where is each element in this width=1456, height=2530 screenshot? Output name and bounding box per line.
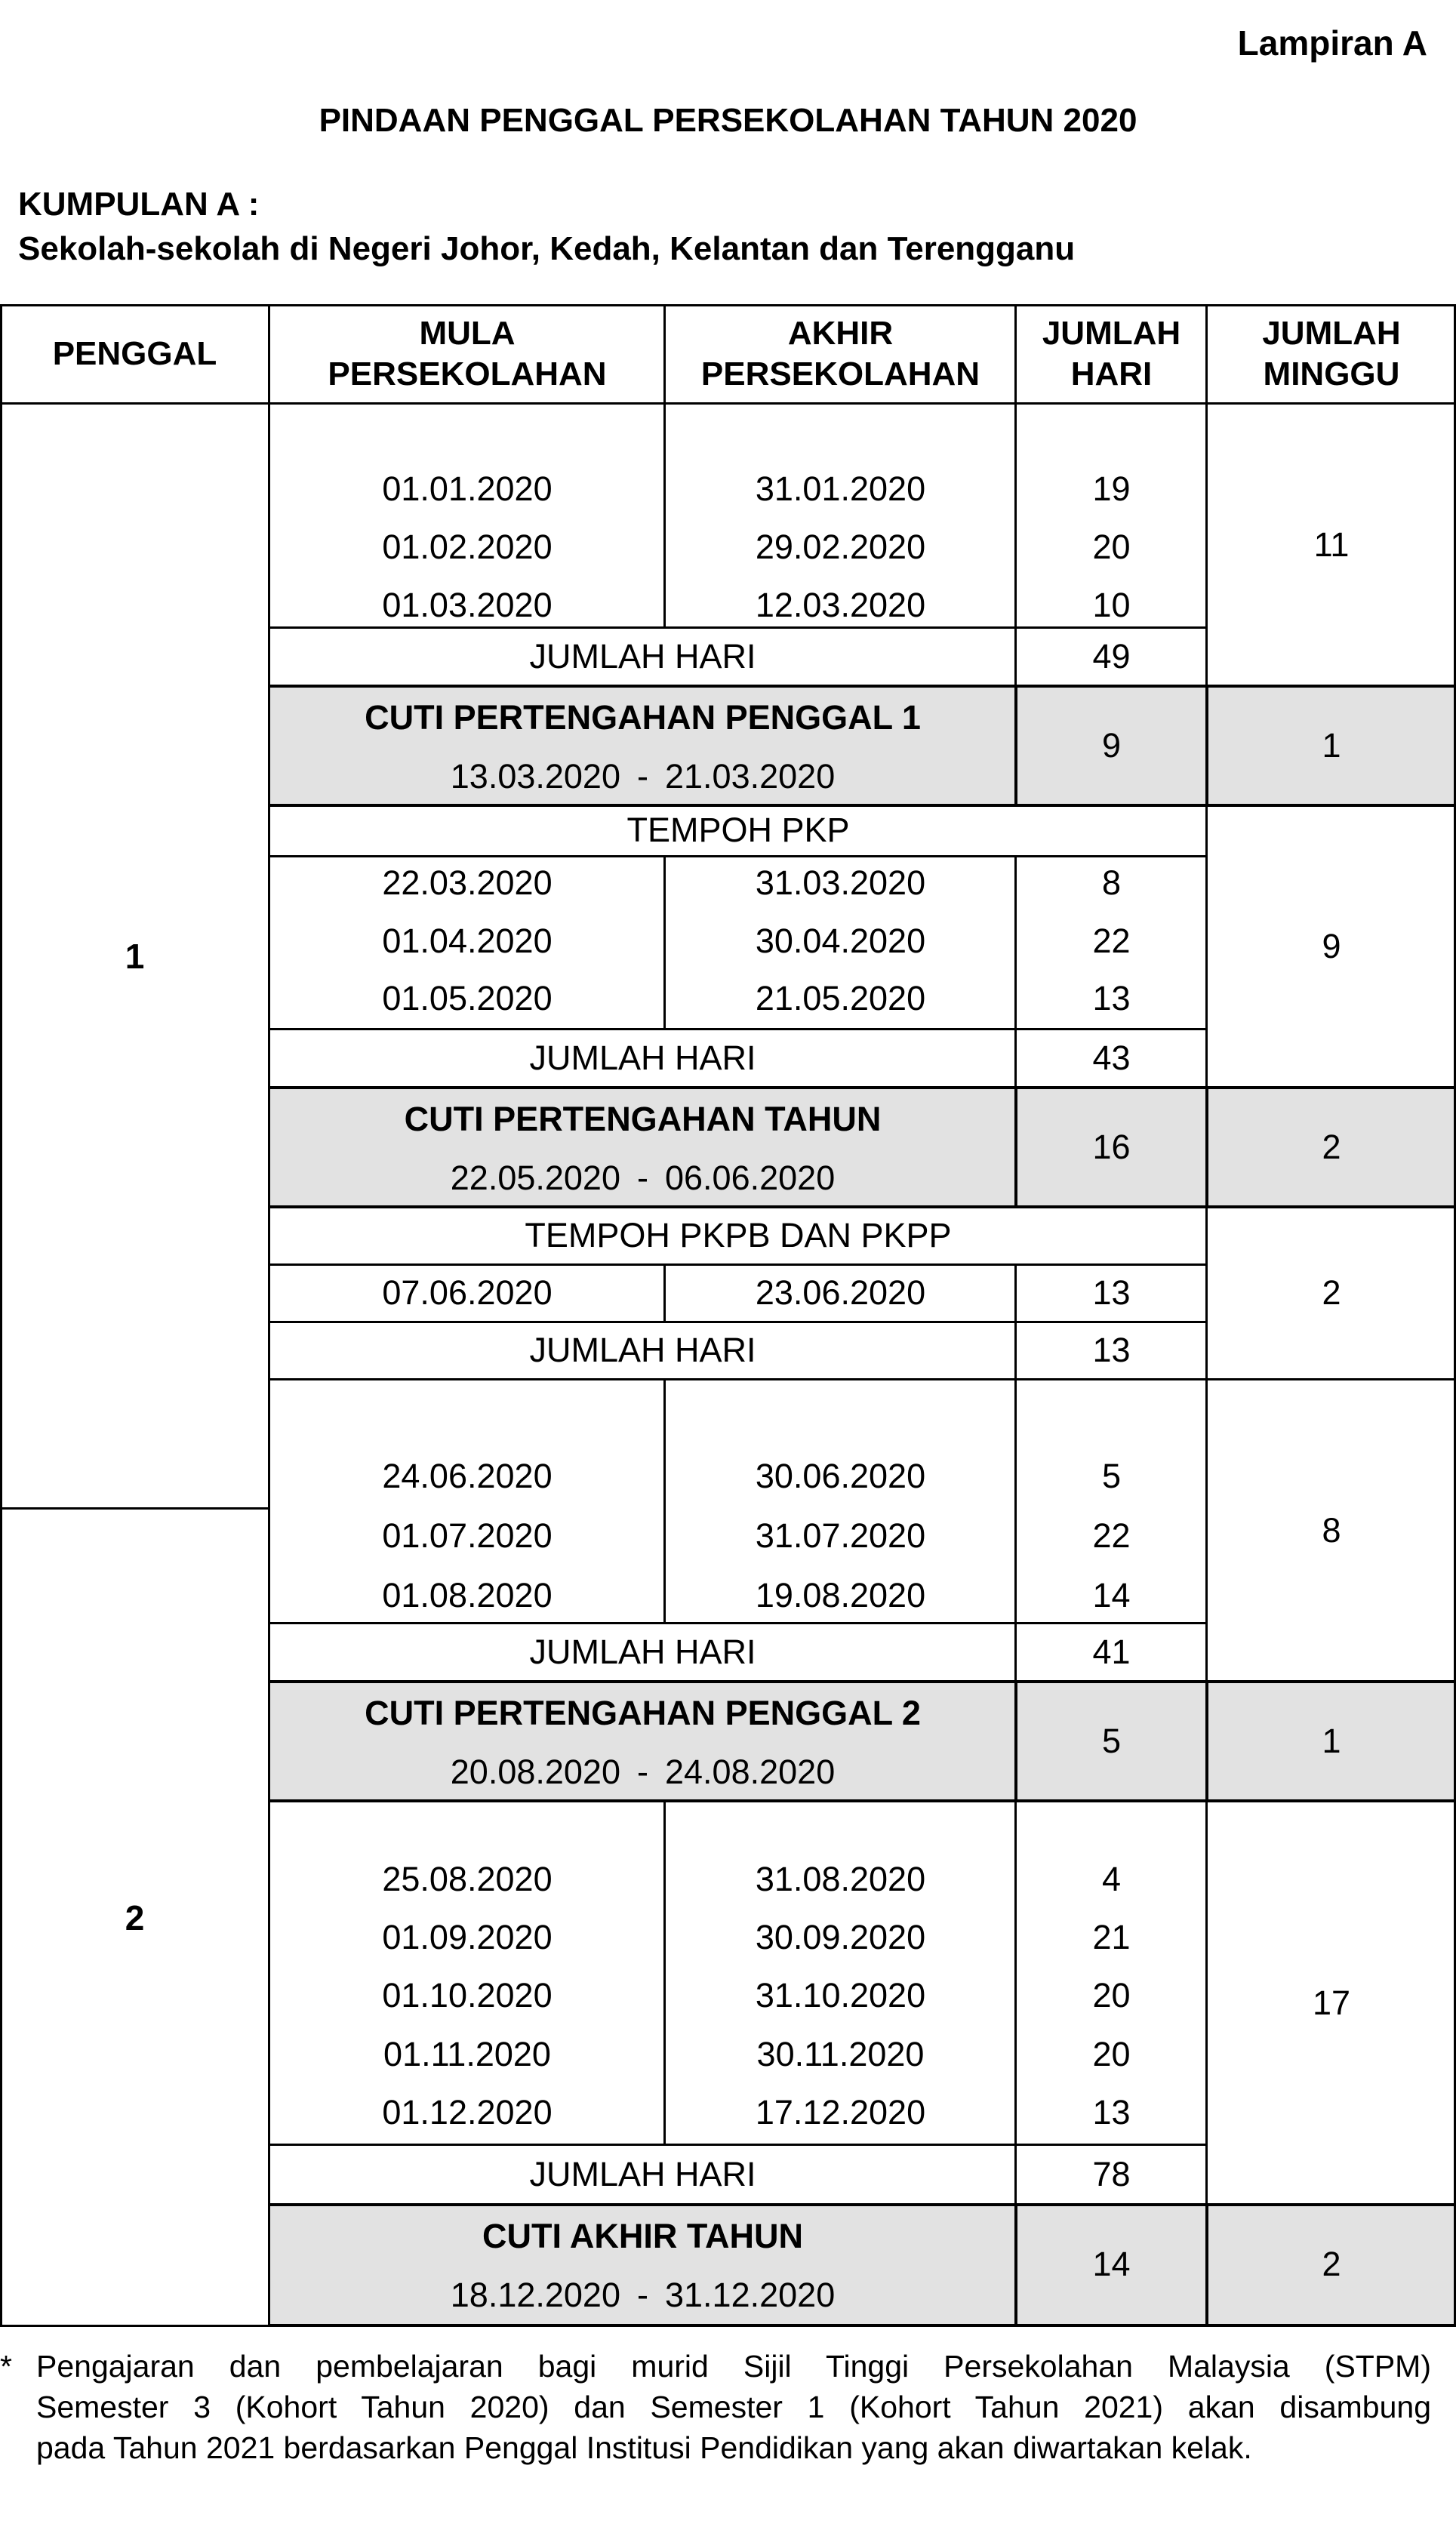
cuti-date-separator: -	[637, 1159, 648, 1197]
header-mula-line1: MULA	[419, 315, 516, 352]
cuti-border	[269, 1086, 1456, 1089]
row-akhir: 31.03.2020	[755, 863, 926, 902]
header-akhir-line1: AKHIR	[787, 315, 894, 352]
row-hari: 20	[1092, 1976, 1131, 2014]
jumlah-hari-value: 41	[1092, 1633, 1131, 1671]
jumlah-hari-value: 78	[1092, 2155, 1131, 2193]
row-divider	[269, 1263, 1207, 1266]
header-akhir-line2: PERSEKOLAHAN	[700, 355, 980, 392]
row-hari: 14	[1092, 1576, 1131, 1614]
row-mula: 25.08.2020	[382, 1860, 553, 1898]
header-minggu	[1207, 304, 1456, 404]
row-divider	[269, 1321, 1207, 1323]
column-divider	[663, 1263, 666, 1322]
row-divider	[269, 2144, 1207, 2146]
cuti-border	[1014, 1682, 1017, 1801]
row-hari: 13	[1092, 2093, 1131, 2131]
period-label: TEMPOH PKPB DAN PKPP	[525, 1216, 952, 1254]
row-akhir: 30.11.2020	[756, 2035, 925, 2073]
column-divider	[268, 304, 270, 2327]
row-akhir: 23.06.2020	[755, 1273, 926, 1312]
row-akhir: 31.10.2020	[755, 1976, 926, 2014]
row-mula: 07.06.2020	[382, 1273, 553, 1312]
footnote-line: pada Tahun 2021 berdasarkan Penggal Institusi Pendidikan yang akan diwartakan kelak.	[36, 2430, 1252, 2465]
cuti-minggu: 1	[1322, 726, 1341, 765]
table-border	[0, 304, 2, 2327]
row-mula: 01.10.2020	[382, 1976, 553, 2014]
row-mula: 01.09.2020	[382, 1918, 553, 1956]
row-akhir: 29.02.2020	[755, 528, 926, 566]
jumlah-hari-value: 43	[1092, 1039, 1131, 1077]
header-minggu-line1: JUMLAH	[1262, 315, 1401, 352]
cuti-title: CUTI PERTENGAHAN PENGGAL 1	[365, 698, 921, 737]
header-akhir	[665, 304, 1016, 404]
row-mula: 01.02.2020	[382, 528, 553, 566]
cuti-dates	[269, 1744, 1016, 1801]
cuti-dates	[269, 748, 1016, 805]
column-divider	[1205, 1379, 1208, 1682]
cuti-title: CUTI PERTENGAHAN PENGGAL 2	[365, 1694, 921, 1732]
row-mula: 22.03.2020	[382, 863, 553, 902]
column-divider	[1205, 805, 1208, 1088]
footnote-line: Pengajaran dan pembelajaran bagi murid Sijil Tinggi Persekolahan Malaysia (STPM)	[36, 2349, 1431, 2384]
column-divider	[1205, 404, 1208, 686]
row-divider	[269, 626, 1207, 629]
row-akhir: 31.01.2020	[755, 469, 926, 508]
header-mula	[269, 304, 665, 404]
jumlah-hari-value: 49	[1092, 637, 1131, 676]
cuti-hari: 5	[1101, 1722, 1122, 1760]
column-divider	[1014, 304, 1017, 404]
row-akhir: 31.07.2020	[755, 1516, 926, 1555]
row-akhir: 31.08.2020	[755, 1860, 926, 1898]
row-akhir: 19.08.2020	[755, 1576, 926, 1614]
cuti-dates	[269, 2267, 1016, 2324]
cuti-border	[1205, 2205, 1208, 2325]
column-divider	[663, 404, 666, 627]
cuti-date-separator: -	[637, 757, 648, 796]
cuti-date-separator: -	[637, 1753, 648, 1791]
row-hari: 22	[1092, 922, 1131, 960]
cuti-hari: 16	[1092, 1128, 1131, 1166]
row-hari: 21	[1092, 1918, 1131, 1956]
jumlah-minggu-value: 9	[1322, 927, 1341, 965]
column-divider	[1205, 304, 1208, 404]
lampiran-label: Lampiran A	[1237, 23, 1427, 63]
row-hari: 5	[1101, 1457, 1122, 1495]
row-mula: 01.01.2020	[382, 469, 553, 508]
row-mula: 01.05.2020	[382, 979, 553, 1017]
header-minggu-line2: MINGGU	[1263, 355, 1400, 392]
footnote-line: Semester 3 (Kohort Tahun 2020) dan Semester 1 (Kohort Tahun 2021) akan disambung	[36, 2390, 1431, 2424]
row-divider	[269, 1028, 1207, 1030]
row-hari: 10	[1092, 586, 1131, 624]
row-akhir: 17.12.2020	[755, 2093, 926, 2131]
penggal-divider	[0, 1507, 269, 1510]
header-mula-line2: PERSEKOLAHAN	[328, 355, 607, 392]
column-divider	[663, 1379, 666, 1623]
cuti-date-separator: -	[637, 2276, 648, 2314]
jumlah-hari-label: JUMLAH HARI	[529, 2155, 756, 2193]
penggal-number: 2	[125, 1898, 145, 1938]
cuti-minggu: 2	[1322, 2245, 1341, 2283]
cuti-border	[1205, 1088, 1208, 1207]
cuti-border	[269, 685, 1456, 688]
period-label: TEMPOH PKP	[626, 811, 850, 849]
jumlah-minggu-value: 2	[1322, 1273, 1341, 1312]
row-hari: 19	[1092, 469, 1131, 508]
row-akhir: 30.09.2020	[755, 1918, 926, 1956]
column-divider	[1205, 1207, 1208, 1379]
row-mula: 01.07.2020	[382, 1516, 553, 1555]
cuti-border	[1205, 1682, 1208, 1801]
jumlah-hari-value: 13	[1092, 1331, 1131, 1369]
row-hari: 13	[1092, 979, 1131, 1017]
table-border	[0, 304, 1456, 306]
header-penggal: PENGGAL	[52, 335, 217, 372]
jumlah-minggu-value: 11	[1313, 525, 1350, 564]
column-divider	[1014, 404, 1017, 686]
cuti-end-date: 24.08.2020	[665, 1753, 836, 1791]
row-hari: 8	[1101, 863, 1122, 902]
header-hari	[1016, 304, 1207, 404]
footnote-marker: *	[0, 2349, 12, 2384]
column-divider	[1014, 855, 1017, 1088]
cuti-title: CUTI AKHIR TAHUN	[482, 2217, 803, 2255]
jumlah-hari-label: JUMLAH HARI	[529, 637, 756, 676]
cuti-start-date: 20.08.2020	[450, 1753, 620, 1791]
table-border	[269, 2324, 1456, 2327]
cuti-border	[269, 1205, 1456, 1208]
jumlah-minggu-value: 8	[1322, 1510, 1341, 1550]
row-mula: 01.11.2020	[383, 2035, 551, 2073]
row-hari: 20	[1092, 2035, 1131, 2073]
header-divider	[0, 402, 1456, 405]
group-description: Sekolah-sekolah di Negeri Johor, Kedah, Kelantan dan Terengganu	[18, 230, 1076, 267]
row-mula: 01.04.2020	[382, 922, 553, 960]
cuti-border	[1014, 686, 1017, 805]
cuti-border	[269, 1799, 1456, 1802]
column-divider	[1014, 1379, 1017, 1682]
cuti-hari: 14	[1092, 2245, 1131, 2283]
row-akhir: 30.04.2020	[755, 922, 926, 960]
header-hari-line2: HARI	[1070, 355, 1153, 392]
cuti-start-date: 13.03.2020	[450, 757, 620, 796]
jumlah-hari-label: JUMLAH HARI	[529, 1633, 756, 1671]
cuti-minggu: 2	[1322, 1128, 1341, 1166]
cuti-end-date: 06.06.2020	[665, 1159, 836, 1197]
header-hari-line1: JUMLAH	[1042, 315, 1181, 352]
row-divider	[269, 1622, 1207, 1624]
cuti-title: CUTI PERTENGAHAN TAHUN	[404, 1100, 882, 1138]
row-divider	[269, 855, 1207, 857]
group-label: KUMPULAN A :	[18, 186, 260, 223]
cuti-border	[269, 1680, 1456, 1683]
document-title: PINDAAN PENGGAL PERSEKOLAHAN TAHUN 2020	[319, 102, 1137, 139]
row-mula: 01.03.2020	[382, 586, 553, 624]
row-akhir: 12.03.2020	[755, 586, 926, 624]
column-divider	[663, 304, 666, 404]
cuti-hari: 9	[1101, 726, 1122, 765]
row-hari: 13	[1092, 1273, 1131, 1312]
cuti-border	[1205, 686, 1208, 805]
cuti-start-date: 18.12.2020	[450, 2276, 620, 2314]
cuti-border	[1014, 1088, 1017, 1207]
row-hari: 4	[1101, 1860, 1122, 1898]
cuti-end-date: 21.03.2020	[665, 757, 836, 796]
row-mula: 01.12.2020	[382, 2093, 553, 2131]
cuti-border	[269, 2203, 1456, 2206]
row-akhir: 30.06.2020	[755, 1457, 926, 1495]
jumlah-hari-label: JUMLAH HARI	[529, 1331, 756, 1369]
penggal-number: 1	[125, 937, 145, 976]
cuti-end-date: 31.12.2020	[665, 2276, 836, 2314]
row-hari: 22	[1092, 1516, 1131, 1555]
table-border	[0, 2325, 269, 2327]
cuti-dates	[269, 1150, 1016, 1207]
row-mula: 01.08.2020	[382, 1576, 553, 1614]
school-term-table	[0, 304, 1456, 2327]
cuti-border	[1014, 2205, 1017, 2325]
row-hari: 20	[1092, 528, 1131, 566]
jumlah-hari-label: JUMLAH HARI	[529, 1039, 756, 1077]
row-mula: 24.06.2020	[382, 1457, 553, 1495]
column-divider	[663, 1801, 666, 2144]
column-divider	[663, 855, 666, 1029]
row-divider	[269, 1378, 1456, 1380]
row-akhir: 21.05.2020	[755, 979, 926, 1017]
jumlah-minggu-value: 17	[1312, 1983, 1351, 2022]
cuti-start-date: 22.05.2020	[450, 1159, 620, 1197]
cuti-minggu: 1	[1322, 1722, 1341, 1760]
footnote-text	[36, 2346, 1431, 2468]
cuti-border	[269, 804, 1456, 807]
